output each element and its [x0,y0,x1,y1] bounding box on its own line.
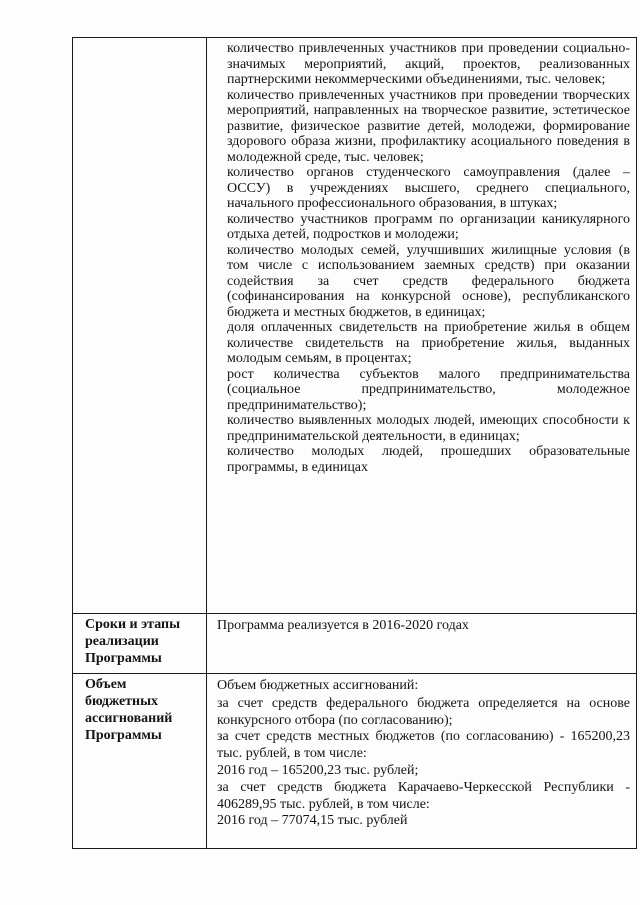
indicator-item: количество органов студенческого самоуправления (далее – ОССУ) в учреждениях высшего, среднего специального, начального профессионального образования, в штуках; [227,165,630,211]
indicator-item: количество выявленных молодых людей, имеющих способности к предпринимательской деятельности, в единицах; [227,413,630,444]
indicator-item: количество молодых семей, улучшивших жилищные условия (в том числе с использованием заемных средств) при оказании содействия за счет средств федерального бюджета (софинансирования на конкурсной основе), республиканского бюджета и местных бюджетов, в единицах; [227,242,630,320]
indicators-list [227,41,630,475]
budget-line: 2016 год – 165200,23 тыс. рублей; [217,762,419,778]
indicator-item: доля оплаченных свидетельств на приобретение жилья в общем количестве свидетельств на приобретение жилья, выданных молодым семьям, в процентах; [227,320,630,366]
terms-label-line: Программы [85,651,162,666]
indicator-item: количество привлеченных участников при проведении творческих мероприятий, направленных на творческое развитие, эстетическое развитие, физическое развитие детей, молодежи, формирование здорового образа жизни, профилактику асоциального поведения в молодежной среде, тыс. человек; [227,87,630,165]
budget-label-line: Программы [85,728,162,743]
indicators-cell [207,38,637,614]
indicator-item: рост количества субъектов малого предпринимательства (социальное предпринимательство, молодежное предпринимательство); [227,366,630,413]
program-passport-table [72,37,637,849]
terms-row [73,614,637,674]
budget-label-line: ассигнований [85,711,173,726]
budget-line: Объем бюджетных ассигнований: [217,678,419,693]
indicator-item: количество молодых людей, прошедших образовательные программы, в единицах [227,444,630,475]
budget-label [73,674,207,849]
terms-label [73,614,207,674]
indicators-row [73,38,637,614]
budget-line: за счет средств бюджета Карачаево-Черкесской Республики - 406289,95 тыс. рублей, в том числе: [217,779,630,812]
budget-row [73,674,637,849]
indicator-item: количество участников программ по организации каникулярного отдыха детей, подростков и молодежи; [227,211,630,242]
indicators-label-cell [73,38,207,614]
budget-line: за счет средств федерального бюджета определяется на основе конкурсного отбора (по согласованию); [217,695,630,728]
terms-text: Программа реализуется в 2016-2020 годах [217,618,469,633]
budget-label-line: Объем [85,677,127,692]
terms-label-line: Сроки и этапы [85,617,181,632]
terms-cell [207,614,637,674]
budget-cell [207,674,637,849]
terms-label-line: реализации [85,634,159,649]
budget-line: 2016 год – 77074,15 тыс. рублей [217,813,408,829]
budget-label-line: бюджетных [85,694,159,709]
budget-line: за счет средств местных бюджетов (по согласованию) - 165200,23 тыс. рублей, в том числе: [217,729,630,762]
indicator-item: количество привлеченных участников при проведении социально-значимых мероприятий, акций, проектов, реализованных партнерскими некоммерческими объединениями, тыс. человек; [227,41,630,87]
